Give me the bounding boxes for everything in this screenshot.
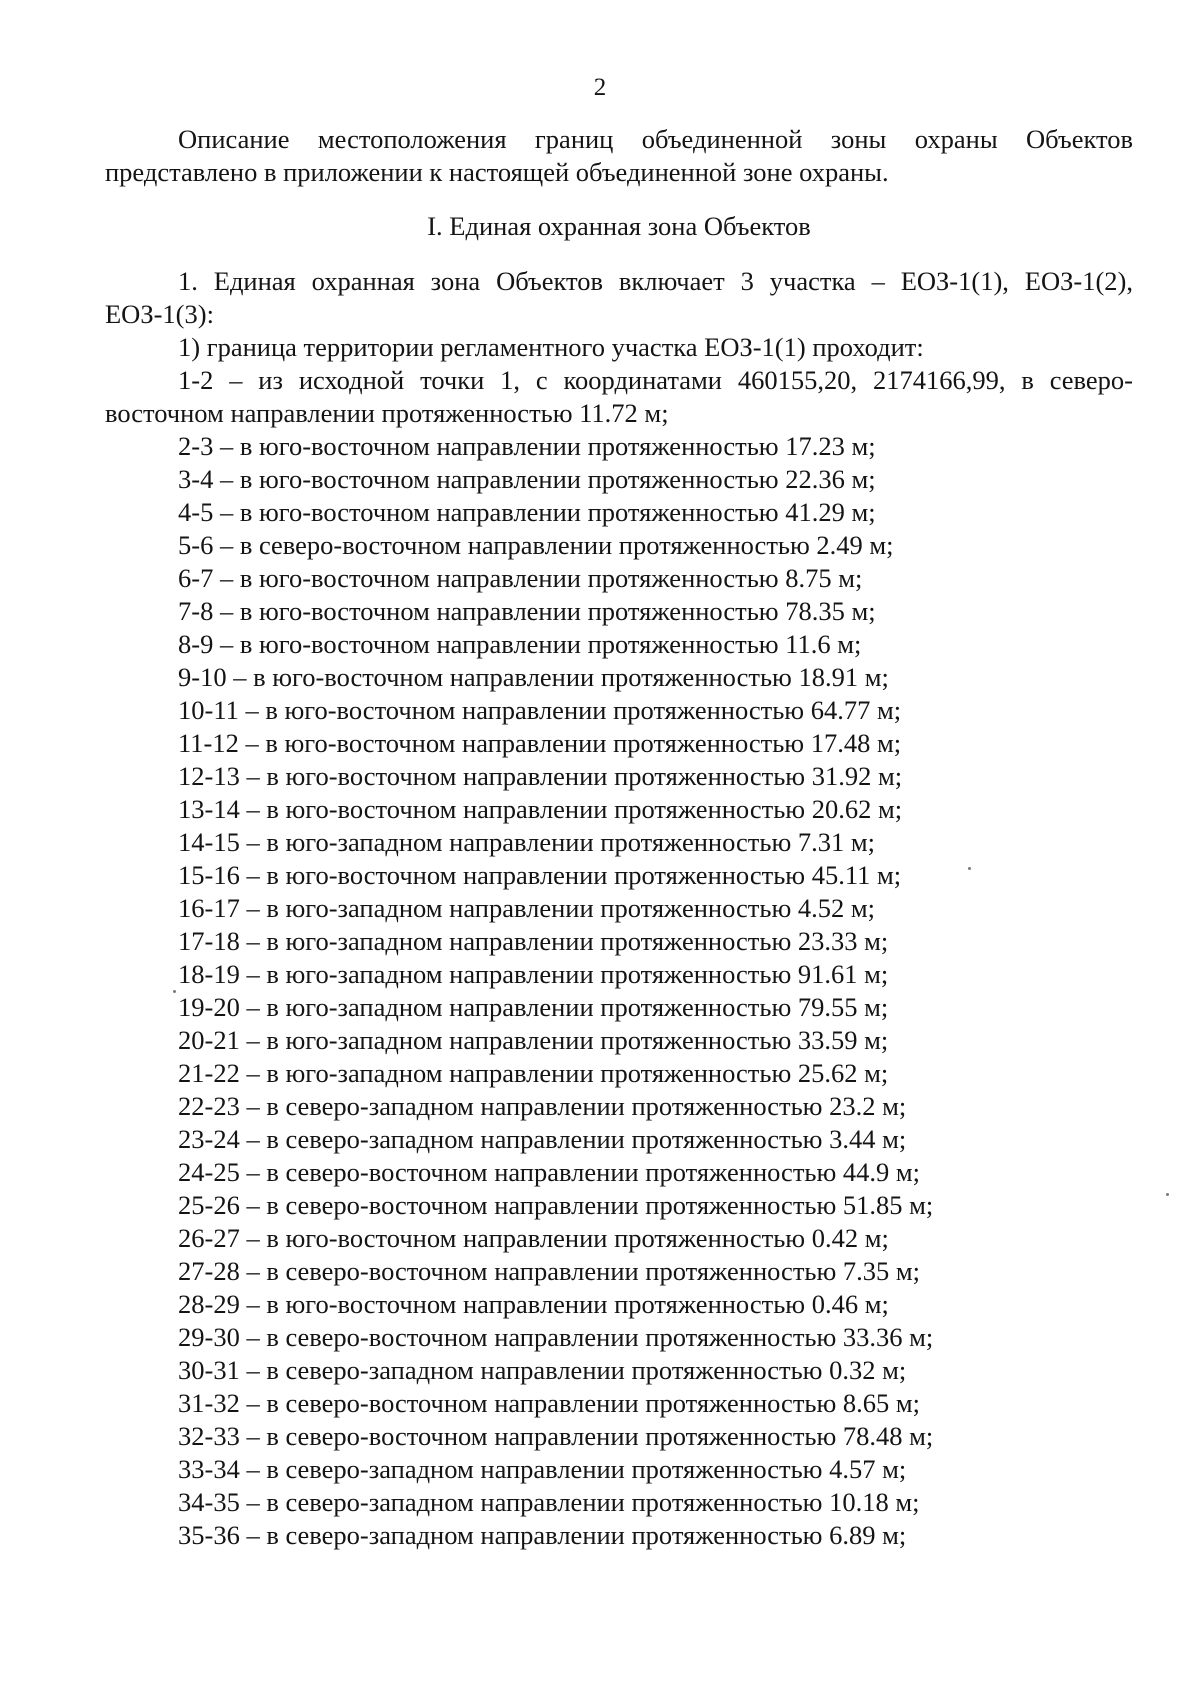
segment-line: 19-20 – в юго-западном направлении протяженностью 79.55 м; xyxy=(178,992,889,1022)
first-segment-paragraph: 1-2 – из исходной точки 1, с координатами 460155,20, 2174166,99, в северо-восточном направлении протяженностью 11.72 м; xyxy=(105,365,1133,428)
segment-line: 5-6 – в северо-восточном направлении протяженностью 2.49 м; xyxy=(178,530,894,560)
subclause-paragraph: 1) граница территории регламентного участка ЕОЗ-1(1) проходит: xyxy=(178,332,924,362)
segment-line: 21-22 – в юго-западном направлении протяженностью 25.62 м; xyxy=(178,1058,889,1088)
segment-line: 33-34 – в северо-западном направлении протяженностью 4.57 м; xyxy=(178,1454,907,1484)
segment-line: 26-27 – в юго-восточном направлении протяженностью 0.42 м; xyxy=(178,1223,889,1253)
section-heading: I. Единая охранная зона Объектов xyxy=(427,211,811,241)
segment-line: 8-9 – в юго-восточном направлении протяженностью 11.6 м; xyxy=(178,629,862,659)
segment-line: 22-23 – в северо-западном направлении протяженностью 23.2 м; xyxy=(178,1091,907,1121)
segment-line: 24-25 – в северо-восточном направлении протяженностью 44.9 м; xyxy=(178,1157,921,1187)
segment-line: 17-18 – в юго-западном направлении протяженностью 23.33 м; xyxy=(178,926,889,956)
segment-line: 34-35 – в северо-западном направлении протяженностью 10.18 м; xyxy=(178,1487,920,1517)
segment-line: 13-14 – в юго-восточном направлении протяженностью 20.62 м; xyxy=(178,794,903,824)
scan-speck xyxy=(173,990,176,993)
segment-line: 35-36 – в северо-западном направлении протяженностью 6.89 м; xyxy=(178,1520,907,1550)
segment-line: 30-31 – в северо-западном направлении протяженностью 0.32 м; xyxy=(178,1355,907,1385)
page-number: 2 xyxy=(593,74,607,101)
segment-line: 10-11 – в юго-восточном направлении протяженностью 64.77 м; xyxy=(178,695,902,725)
segment-line: 32-33 – в северо-восточном направлении протяженностью 78.48 м; xyxy=(178,1421,934,1451)
segment-line: 20-21 – в юго-западном направлении протяженностью 33.59 м; xyxy=(178,1025,889,1055)
segment-line: 29-30 – в северо-восточном направлении протяженностью 33.36 м; xyxy=(178,1322,934,1352)
segment-line: 14-15 – в юго-западном направлении протяженностью 7.31 м; xyxy=(178,827,876,857)
clause-paragraph: 1. Единая охранная зона Объектов включает 3 участка – ЕОЗ-1(1), ЕОЗ-1(2), ЕОЗ-1(3): xyxy=(105,266,1133,329)
segment-line: 12-13 – в юго-восточном направлении протяженностью 31.92 м; xyxy=(178,761,903,791)
segment-line: 2-3 – в юго-восточном направлении протяженностью 17.23 м; xyxy=(178,431,876,461)
segment-line: 23-24 – в северо-западном направлении протяженностью 3.44 м; xyxy=(178,1124,907,1154)
segment-line: 3-4 – в юго-восточном направлении протяженностью 22.36 м; xyxy=(178,464,876,494)
segment-list xyxy=(105,430,1133,1552)
segment-line: 15-16 – в юго-восточном направлении протяженностью 45.11 м; xyxy=(178,860,902,890)
segment-line: 11-12 – в юго-восточном направлении протяженностью 17.48 м; xyxy=(178,728,902,758)
segment-line: 7-8 – в юго-восточном направлении протяженностью 78.35 м; xyxy=(178,596,876,626)
scan-speck xyxy=(968,867,971,870)
scan-speck xyxy=(1166,1193,1169,1196)
segment-line: 16-17 – в юго-западном направлении протяженностью 4.52 м; xyxy=(178,893,876,923)
segment-line: 18-19 – в юго-западном направлении протяженностью 91.61 м; xyxy=(178,959,889,989)
segment-line: 6-7 – в юго-восточном направлении протяженностью 8.75 м; xyxy=(178,563,863,593)
intro-paragraph: Описание местоположения границ объединенной зоны охраны Объектов представлено в приложении к настоящей объединенной зоне охраны. xyxy=(105,124,1133,187)
segment-line: 31-32 – в северо-восточном направлении протяженностью 8.65 м; xyxy=(178,1388,921,1418)
document-body xyxy=(105,123,1133,1552)
segment-line: 28-29 – в юго-восточном направлении протяженностью 0.46 м; xyxy=(178,1289,889,1319)
segment-line: 9-10 – в юго-восточном направлении протяженностью 18.91 м; xyxy=(178,662,889,692)
segment-line: 4-5 – в юго-восточном направлении протяженностью 41.29 м; xyxy=(178,497,876,527)
segment-line: 25-26 – в северо-восточном направлении протяженностью 51.85 м; xyxy=(178,1190,934,1220)
segment-line: 27-28 – в северо-восточном направлении протяженностью 7.35 м; xyxy=(178,1256,921,1286)
